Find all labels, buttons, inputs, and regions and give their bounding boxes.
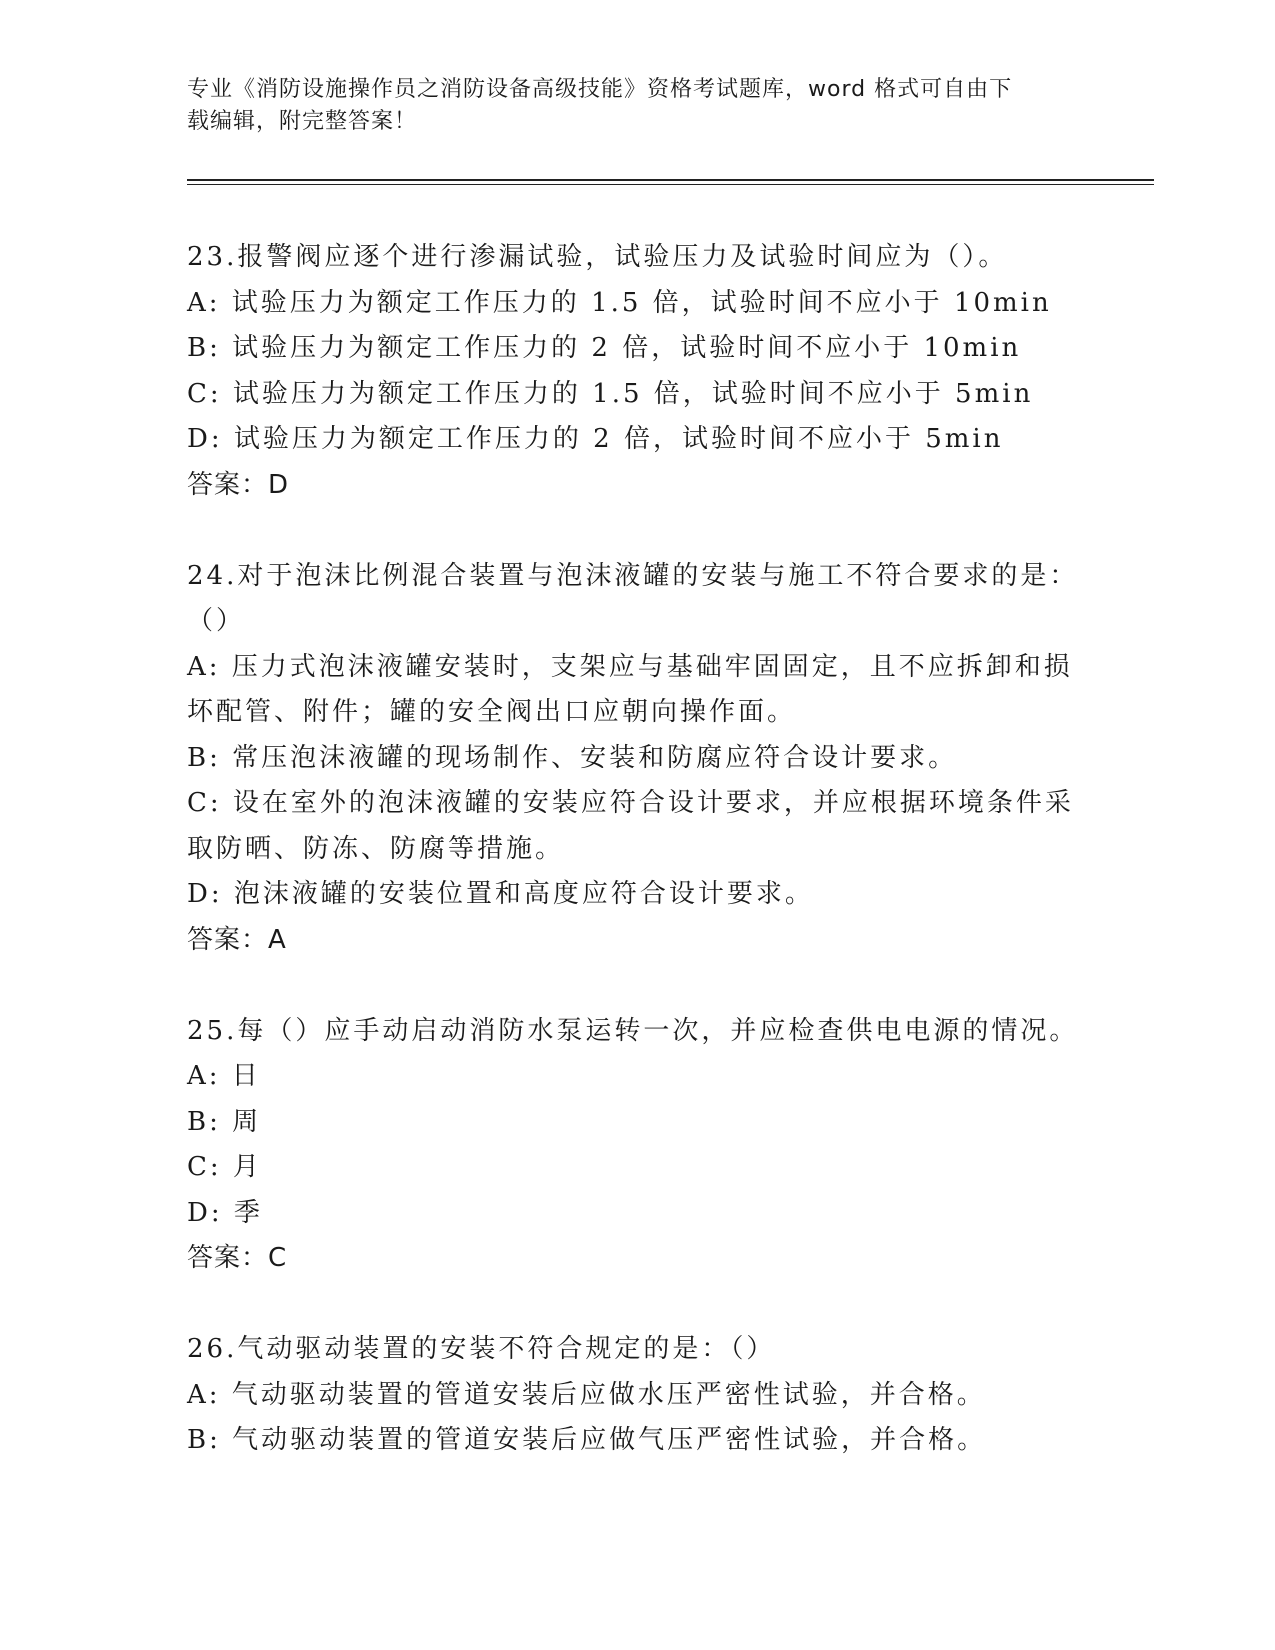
question-block (187, 554, 1087, 964)
header-divider-thin (187, 184, 1154, 185)
question-option: B: 常压泡沫液罐的现场制作、安装和防腐应符合设计要求。 (187, 742, 958, 773)
question-block (187, 235, 1087, 508)
question-option: D: 试验压力为额定工作压力的 2 倍，试验时间不应小于 5min (187, 424, 1004, 454)
question-option: A: 试验压力为额定工作压力的 1.5 倍，试验时间不应小于 10min (187, 287, 1052, 318)
question-option: 坏配管、附件；罐的安全阀出口应朝向操作面。 (187, 697, 797, 727)
answer-label: 答案：A (187, 924, 287, 955)
header-line-1: 专业《消防设施操作员之消防设备高级技能》资格考试题库，word 格式可自由下 (187, 77, 1013, 102)
question-block (187, 1009, 1087, 1282)
question-option: A: 气动驱动装置的管道安装后应做水压严密性试验，并合格。 (187, 1379, 986, 1410)
question-stem: 24.对于泡沫比例混合装置与泡沫液罐的安装与施工不符合要求的是： (187, 560, 1079, 591)
question-stem: （） (187, 606, 246, 636)
question-option: C: 试验压力为额定工作压力的 1.5 倍，试验时间不应小于 5min (187, 378, 1034, 409)
question-option: A: 日 (187, 1061, 261, 1091)
question-option: D: 泡沫液罐的安装位置和高度应符合设计要求。 (187, 879, 814, 909)
question-option: B: 气动驱动装置的管道安装后应做气压严密性试验，并合格。 (187, 1425, 987, 1455)
answer-label: 答案：C (187, 1243, 288, 1273)
question-block (187, 1327, 1087, 1464)
question-option: 取防晒、防冻、防腐等措施。 (187, 833, 565, 864)
question-stem: 26.气动驱动装置的安装不符合规定的是：（） (187, 1334, 776, 1364)
question-list (187, 235, 1087, 1464)
question-option: B: 试验压力为额定工作压力的 2 倍，试验时间不应小于 10min (187, 333, 1022, 363)
document-header (187, 74, 1067, 138)
header-line-2: 载编辑，附完整答案！ (187, 109, 418, 134)
question-spacer (187, 508, 1087, 554)
question-stem: 23.报警阀应逐个进行渗漏试验，试验压力及试验时间应为（）。 (187, 242, 1008, 272)
question-option: B: 周 (187, 1106, 262, 1137)
question-spacer (187, 963, 1087, 1009)
question-stem: 25.每（）应手动启动消防水泵运转一次，并应检查供电电源的情况。 (187, 1015, 1079, 1046)
header-divider-thick (187, 179, 1154, 181)
question-option: A: 压力式泡沫液罐安装时，支架应与基础牢固固定，且不应拆卸和损 (187, 651, 1073, 682)
question-option: C: 设在室外的泡沫液罐的安装应符合设计要求，并应根据环境条件采 (187, 788, 1074, 818)
question-option: C: 月 (187, 1152, 262, 1182)
question-option: D: 季 (187, 1197, 263, 1228)
question-spacer (187, 1282, 1087, 1328)
answer-label: 答案：D (187, 469, 290, 500)
